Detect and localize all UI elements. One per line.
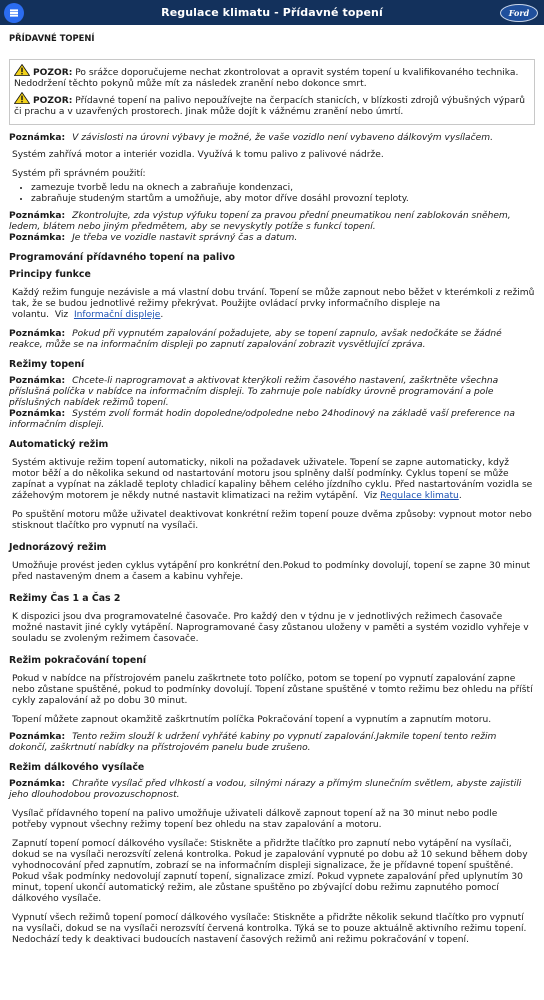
- time-text: K dispozici jsou dva programovatelné časovače. Pro každý den v týdnu je v jednotlivých režimech časovače možné nastavit jiné cykly vytápění. Naprogramované časy zůstanou uloženy v paměti a systém vozidlo vyhřeje v souladu se zvoleným režimem časovače.: [12, 612, 529, 644]
- warning-label: POZOR:: [33, 96, 73, 106]
- note: Poznámka: V závislosti na úrovni výbavy je možné, že vaše vozidlo není vybaveno dálkovým vysílačem.: [9, 133, 493, 143]
- section-heading: PŘÍDAVNÉ TOPENÍ: [9, 33, 95, 43]
- note: Poznámka: Zkontrolujte, zda výstup výfuku topení za pravou přední pneumatikou není zablokován sněhem, ledem, blátem nebo jiným předmětem, aby se nevyskytly potíže s funkcí topení.: [9, 211, 511, 232]
- remote-text-3: Vypnutí všech režimů topení pomocí dálkového vysílače: Stiskněte a přidržte několik sekund tlačítko pro vypnutí na vysílači, dokud se na vysílači nerozsvítí červená kontrolka. Týká se to pouze aktuálně aktivního režimu topení. Nedochází tedy k deaktivaci budoucích nastavení časových režimů ani režimu pokračování v topení.: [12, 913, 527, 945]
- subsection-heading: Režimy topení: [9, 359, 85, 370]
- intro-text-2: Systém při správném použití:: [12, 169, 146, 179]
- subsection-heading: Režimy Čas 1 a Čas 2: [9, 593, 121, 604]
- subsection-heading: Programování přídavného topení na palivo: [9, 252, 235, 263]
- subsection-heading: Automatický režim: [9, 439, 109, 450]
- note: Poznámka: Systém zvolí formát hodin dopoledne/odpoledne nebo 24hodinový na základě vaší preference na informačním displeji.: [9, 409, 515, 430]
- warning-box: [9, 59, 535, 125]
- principles-text: Každý režim funguje nezávisle a má vlastní dobu trvání. Topení se může zapnout nebo běžet v kterémkoli z režimů tak, že se budou jednotlivé režimy překrývat. Použijte ovládací prvky informačního displeje na volantu. Viz Informační displeje.: [12, 288, 535, 320]
- warning-triangle-icon: [14, 92, 30, 104]
- note: Poznámka: Je třeba ve vozidle nastavit správný čas a datum.: [9, 233, 298, 243]
- warning-2: [14, 92, 530, 118]
- note: Poznámka: Chraňte vysílač před vlhkostí a vodou, silnými nárazy a přímým slunečním světlem, abyste zajistili jeho dlouhodobou provozuschopnost.: [9, 779, 522, 800]
- subsection-heading: Jednorázový režim: [9, 542, 107, 553]
- continue-text: Pokud v nabídce na přístrojovém panelu zaškrtnete toto políčko, potom se topení po vypnutí zapalování zapne nebo zůstane spuštěné, pokud to podmínky dovolují. Topení zůstane spuštěné v tomto režimu bez ohledu na příští cykly zapalování až po dobu 30 minut.: [12, 674, 533, 706]
- logo-text: Ford: [508, 8, 530, 18]
- article: [9, 33, 535, 946]
- remote-text-2: Zapnutí topení pomocí dálkového vysílače: Stiskněte a přidržte tlačítko pro zapnutí nebo vytápění na vysílači, dokud se na vysílači nerozsvítí zelená kontrolka. Pokud je zapalování vypnuté po dobu až 10 sekund během doby vyhodnocování před zapnutím, zobrazí se na informačním displeji signalizace, že je přídavné topení spuštěné. Pokud však podmínky nedovolují zapnutí topení, signalizace zmizí. Pokud vypnete zapalování před uplynutím 30 minut, topení ukončí automatický režim, ale zůstane spuštěno po zbývající dobu režimu zapnutého pomocí dálkového vysílače.: [12, 839, 528, 904]
- benefit-list: [9, 183, 535, 205]
- note: Poznámka: Pokud při vypnutém zapalování požadujete, aby se topení zapnulo, avšak nedočkáte se žádné reakce, může se na informačním displeji po zapnutí zapalování zobrazit vysvětlující zpráva.: [9, 329, 502, 350]
- note: Poznámka: Chcete-li naprogramovat a aktivovat kterýkoli režim časového nastavení, zaškrtněte všechna příslušná políčka v nabídce na informačním displeji. To zahrnuje pole nabídky úrovně programování a pole příslušných nabídek režimů topení.: [9, 376, 499, 408]
- subsection-heading: Režim pokračování topení: [9, 655, 147, 666]
- top-bar: [0, 0, 544, 25]
- list-item: • zabraňuje studeným startům a umožňuje, aby motor dříve dosáhl provozní teploty.: [31, 194, 535, 205]
- subsection-heading: Principy funkce: [9, 269, 91, 280]
- auto-text-2: Po spuštění motoru může uživatel deaktivovat konkrétní režim topení pouze dvěma způsoby: vypnout motor nebo stisknout tlačítko pro vypnutí na vysílači.: [12, 510, 532, 531]
- intro-text: Systém zahřívá motor a interiér vozidla. Využívá k tomu palivo z palivové nádrže.: [12, 150, 384, 160]
- warning-text: Přídavné topení na palivo nepoužívejte na čerpacích stanicích, v blízkosti zdrojů výbušných výparů či prachu a v uzavřených prostorech. Jinak může dojít k vážnému zranění nebo úmrtí.: [14, 96, 525, 117]
- auto-text: Systém aktivuje režim topení automaticky, nikoli na požadavek uživatele. Topení se zapne automaticky, když motor běží a do několika sekund od nastartování motoru jsou splněny další podmínky. Cyklus topení se může zapínat a vypínat na základě teploty chladicí kapaliny během celého jízdního cyklu. Před nastartováním vozidla se zážehovým motorem je někdy nutné nastavit klimatizaci na režim vytápění. Viz Regulace klimatu.: [12, 458, 533, 501]
- hamburger-icon[interactable]: [4, 3, 24, 23]
- link-info-displays[interactable]: Informační displeje: [73, 310, 161, 320]
- single-text: Umožňuje provést jeden cyklus vytápění pro konkrétní den.Pokud to podmínky dovolují, topení se zapne 30 minut před nastaveným dnem a časem a kabinu vyhřeje.: [12, 561, 531, 582]
- warning-label: POZOR:: [33, 68, 73, 78]
- remote-text: Vysílač přídavného topení na palivo umožňuje uživateli dálkově zapnout topení až na 30 minut nebo podle potřeby vypnout všechny režimy topení bez ohledu na stav zapalování a motoru.: [12, 809, 498, 830]
- link-climate-control[interactable]: Regulace klimatu: [380, 491, 459, 501]
- note: Poznámka: Tento režim slouží k udržení vyhřáté kabiny po vypnutí zapalování.Jakmile topení tento režim dokončí, zaškrtnutí nabídky na přístrojovém panelu bude zrušeno.: [9, 732, 497, 753]
- page-title: Regulace klimatu - Přídavné topení: [161, 6, 383, 19]
- warning-text: Po srážce doporučujeme nechat zkontrolovat a opravit systém topení u kvalifikovaného technika. Nedodržení těchto pokynů může mít za následek zranění nebo dokonce smrt.: [14, 68, 519, 89]
- warning-1: [14, 64, 530, 90]
- subsection-heading: Režim dálkového vysílače: [9, 762, 145, 773]
- continue-text-2: Topení můžete zapnout okamžitě zaškrtnutím políčka Pokračování topení a vypnutím a zapnutím motoru.: [12, 715, 492, 725]
- ford-logo: [500, 4, 538, 22]
- warning-triangle-icon: [14, 64, 30, 76]
- list-item: • zamezuje tvorbě ledu na oknech a zabraňuje kondenzaci,: [31, 183, 535, 194]
